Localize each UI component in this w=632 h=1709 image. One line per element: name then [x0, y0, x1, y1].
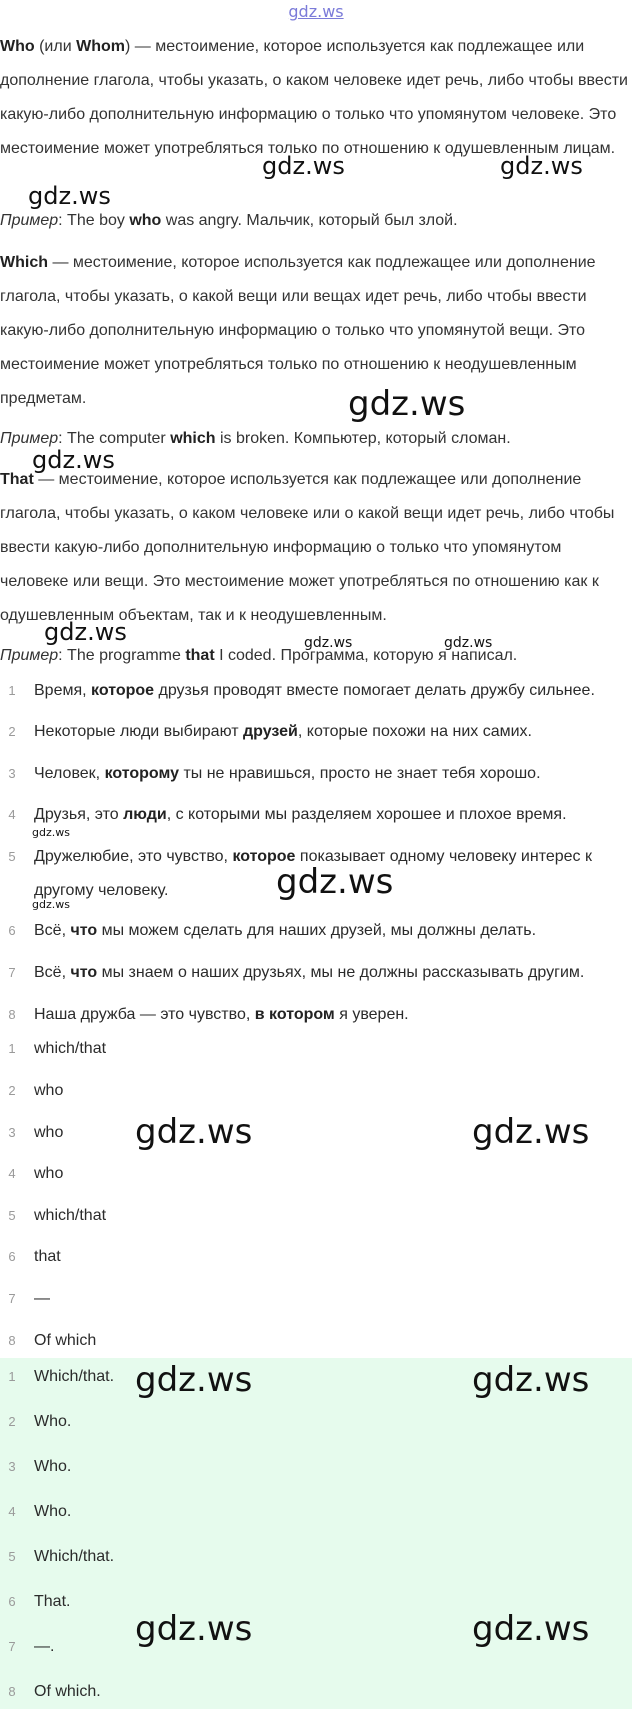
watermark: gdz.ws [44, 618, 127, 646]
item-number: 5 [8, 849, 16, 864]
text-part: мы знаем о наших друзьях, мы не должны рассказывать другим. [97, 964, 585, 981]
watermark: gdz.ws [304, 635, 353, 651]
watermark: gdz.ws [348, 384, 466, 424]
item-number: 5 [8, 1208, 16, 1223]
that-definition-text: — местоимение, которое используется как подлежащее или дополнение глагола, чтобы указать, о каком человеке или о какой вещи идет речь, либо чтобы ввести какую-либо дополнительную информацию о только что упомянутом человеке или вещи. Это местоимение может употребляться по отношению как к одушевленным объектам, так и к неодушевленным. [0, 471, 615, 624]
which-definition [0, 246, 630, 416]
item-number: 7 [8, 1291, 16, 1306]
site-header-link[interactable]: gdz.ws [288, 2, 344, 21]
who-example [0, 210, 630, 232]
item-number: 3 [8, 1125, 16, 1140]
watermark: gdz.ws [262, 152, 345, 180]
watermark: gdz.ws [32, 446, 115, 474]
text-bold: которое [91, 682, 155, 699]
text-part: Всё, [34, 964, 71, 981]
text-part: Некоторые люди выбирают [34, 723, 243, 740]
who-term: Who [0, 38, 35, 55]
watermark: gdz.ws [444, 635, 493, 651]
item-text: which/that [34, 1207, 107, 1224]
who-example-post: was angry. Мальчик, который был злой. [161, 212, 458, 229]
item-text [34, 918, 630, 944]
that-example-post: I coded. Программа, которую я написал. [214, 647, 518, 664]
text-part: Друзья, это [34, 806, 124, 823]
item-text: That. [34, 1593, 71, 1610]
which-term: Which [0, 254, 48, 271]
item-text: which/that [34, 1040, 107, 1057]
item-text: — [34, 1290, 50, 1307]
text-part: , с которыми мы разделяем хорошее и плохое время. [166, 806, 567, 823]
item-number: 2 [8, 1414, 16, 1429]
who-definition-text: ) — местоимение, которое используется как подлежащее или дополнение глагола, чтобы указать, о каком человеке идет речь, либо чтобы ввести какую-либо дополнительную информацию о только что упомянутом человеке. Это местоимение может употребляться только по отношению к одушевленным лицам. [0, 38, 628, 157]
item-number: 8 [8, 1007, 16, 1022]
watermark: gdz.ws [135, 1112, 253, 1152]
text-bold: что [70, 922, 98, 939]
item-number: 1 [8, 1369, 16, 1384]
who-alt-open: (или [34, 38, 77, 55]
text-part: Время, [34, 682, 92, 699]
item-text: Which/that. [34, 1548, 115, 1565]
text-part: Дружелюбие, это чувство, [34, 848, 233, 865]
item-text: Which/that. [34, 1368, 115, 1385]
text-part: Человек, [34, 765, 105, 782]
item-number: 8 [8, 1684, 16, 1699]
item-text [34, 960, 630, 986]
item-number: 5 [8, 1549, 16, 1564]
item-number: 6 [8, 1249, 16, 1264]
watermark: gdz.ws [276, 862, 394, 902]
watermark: gdz.ws [472, 1112, 590, 1152]
item-text: who [34, 1082, 64, 1099]
that-example-label: Пример [0, 647, 59, 664]
watermark: gdz.ws [135, 1360, 253, 1400]
who-definition [0, 30, 630, 166]
which-definition-text: — местоимение, которое используется как подлежащее или дополнение глагола, чтобы указать, о какой вещи или вещах идет речь, либо чтобы ввести какую-либо дополнительную информацию о только что упомянутой вещи. Это местоимение может употребляться только по отношению к неодушевленным предметам. [0, 254, 596, 407]
text-part: я уверен. [334, 1006, 409, 1023]
that-example-pre: : The programme [58, 647, 186, 664]
who-example-label: Пример [0, 212, 59, 229]
item-text: Of which [34, 1332, 97, 1349]
item-number: 1 [8, 683, 16, 698]
text-bold: люди [123, 806, 167, 823]
item-text [34, 802, 630, 828]
which-example-post: is broken. Компьютер, который сломан. [215, 430, 511, 447]
item-number: 4 [8, 1166, 16, 1181]
item-number: 2 [8, 1083, 16, 1098]
item-number: 3 [8, 766, 16, 781]
whom-term: Whom [76, 38, 125, 55]
text-part: Наша дружба — это чувство, [34, 1006, 255, 1023]
item-number: 6 [8, 1594, 16, 1609]
who-example-bold: who [129, 212, 162, 229]
watermark: gdz.ws [472, 1360, 590, 1400]
item-text [34, 1002, 630, 1028]
item-text: who [34, 1124, 64, 1141]
text-bold: в котором [254, 1006, 335, 1023]
item-text [34, 678, 630, 704]
which-example-label: Пример [0, 430, 59, 447]
text-part: мы можем сделать для наших друзей, мы должны делать. [97, 922, 537, 939]
who-example-pre: : The boy [58, 212, 130, 229]
item-number: 1 [8, 1041, 16, 1056]
item-text: Who. [34, 1503, 72, 1520]
final-answer-block [0, 1358, 632, 1709]
item-number: 2 [8, 724, 16, 739]
item-number: 6 [8, 923, 16, 938]
item-number: 7 [8, 1639, 16, 1654]
item-number: 4 [8, 1504, 16, 1519]
item-number: 4 [8, 807, 16, 822]
watermark: gdz.ws [32, 826, 70, 839]
which-example-pre: : The computer [58, 430, 171, 447]
item-text [34, 719, 630, 745]
watermark: gdz.ws [135, 1609, 253, 1649]
which-example-bold: which [170, 430, 216, 447]
text-bold: что [70, 964, 98, 981]
watermark: gdz.ws [28, 182, 111, 210]
text-bold: которое [232, 848, 296, 865]
that-definition [0, 463, 630, 633]
watermark: gdz.ws [472, 1609, 590, 1649]
item-text [34, 761, 630, 787]
item-text: —. [34, 1638, 55, 1655]
that-term: That [0, 471, 34, 488]
text-part: показывает одному человеку интерес к другому человеку. [34, 848, 592, 899]
text-bold: друзей [243, 723, 298, 740]
item-number: 3 [8, 1459, 16, 1474]
watermark: gdz.ws [500, 152, 583, 180]
text-part: ты не нравишься, просто не знает тебя хорошо. [179, 765, 541, 782]
item-text: Who. [34, 1458, 72, 1475]
text-part: друзья проводят вместе помогает делать дружбу сильнее. [154, 682, 595, 699]
item-text: who [34, 1165, 64, 1182]
text-part: , которые похожи на них самих. [297, 723, 532, 740]
text-part: Всё, [34, 922, 71, 939]
item-text: Who. [34, 1413, 72, 1430]
item-number: 7 [8, 965, 16, 980]
that-example-bold: that [185, 647, 215, 664]
item-text: Of which. [34, 1683, 101, 1700]
item-text: that [34, 1248, 61, 1265]
item-number: 8 [8, 1333, 16, 1348]
watermark: gdz.ws [32, 898, 70, 911]
text-bold: которому [104, 765, 179, 782]
